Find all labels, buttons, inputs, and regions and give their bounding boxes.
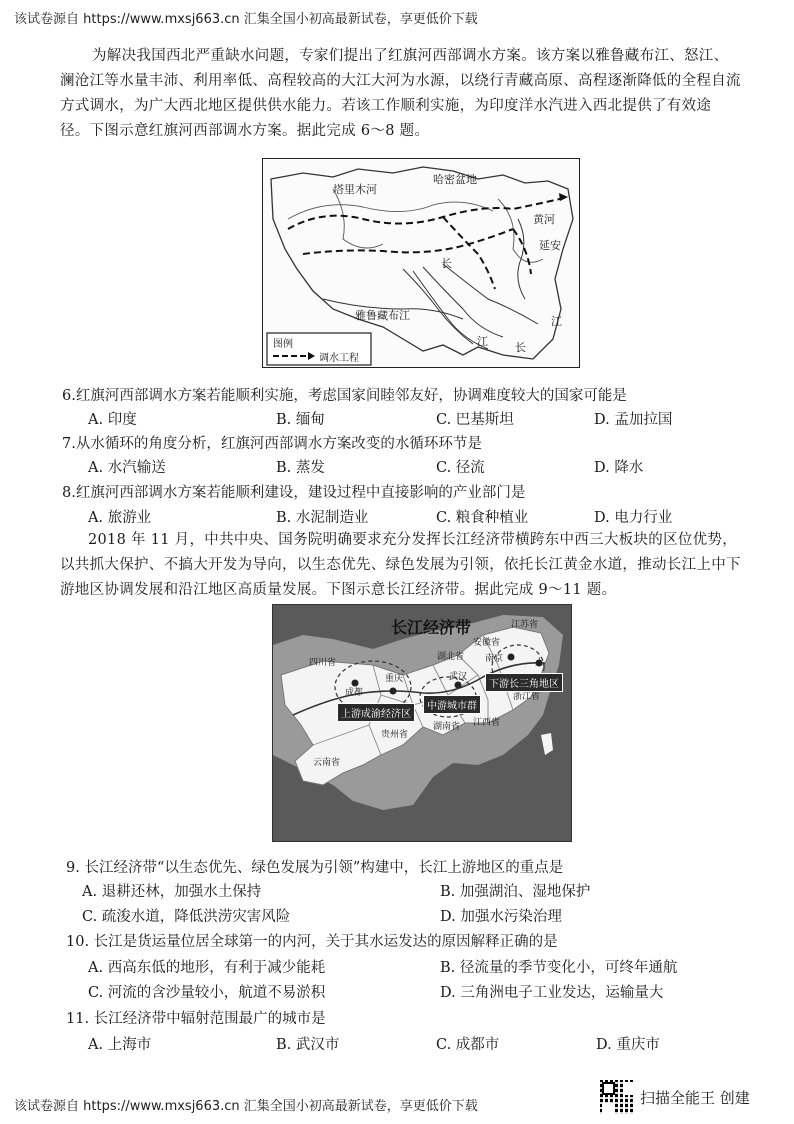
passage-1-line: 为解决我国西北严重缺水问题，专家们提出了红旗河西部调水方案。该方案以雅鲁藏布江、怒江、 — [92, 48, 729, 64]
label-chang: 长 — [441, 257, 452, 270]
label-jiangxi: 江西省 — [473, 718, 501, 728]
label-hunan: 湖南省 — [433, 722, 461, 732]
label-shanghai: 上 — [535, 658, 545, 668]
question-9-option-a[interactable]: A. 退耕还林，加强水土保持 — [82, 884, 262, 900]
passage-1-line: 径。下图示意红旗河西部调水方案。据此完成 6～8 题。 — [60, 123, 430, 139]
legend-diversion-label: 调水工程 — [319, 353, 359, 364]
question-10-option-b[interactable]: B. 径流量的季节变化小，可终年通航 — [440, 960, 678, 976]
page-header-source: 该试卷源自 https://www.mxsj663.cn 汇集全国小初高最新试卷，享更低价下载 — [14, 12, 478, 27]
label-basin: 哈密盆地 — [433, 173, 477, 186]
question-11-option-c[interactable]: C. 成都市 — [436, 1037, 500, 1053]
question-8-stem: 8.红旗河西部调水方案若能顺利建设，建设过程中直接影响的产业部门是 — [62, 485, 526, 501]
label-jiang: 江 — [551, 315, 562, 328]
question-7-option-d[interactable]: D. 降水 — [594, 460, 644, 476]
question-7-option-a[interactable]: A. 水汽输送 — [88, 460, 166, 476]
question-6-option-b[interactable]: B. 缅甸 — [276, 412, 325, 428]
label-zhejiang: 浙江省 — [513, 692, 541, 702]
question-10-option-d[interactable]: D. 三角洲电子工业发达，运输量大 — [440, 985, 664, 1001]
question-11-option-a[interactable]: A. 上海市 — [88, 1037, 152, 1053]
label-wuhan: 武汉 — [449, 672, 468, 682]
label-yunnan: 云南省 — [313, 758, 341, 768]
scanner-watermark — [600, 1080, 750, 1114]
label-nanjing: 南京 — [485, 654, 504, 664]
scanner-label: 扫描全能王 创建 — [640, 1088, 750, 1107]
passage-1-line: 方式调水，为广大西北地区提供供水能力。若该工作顺利实施，为印度洋水汽进入西北提供了有效途 — [60, 98, 712, 114]
page-footer-source: 该试卷源自 https://www.mxsj663.cn 汇集全国小初高最新试卷，享更低价下载 — [14, 1099, 478, 1114]
passage-1 — [60, 44, 780, 144]
question-10-stem: 10. 长江是货运量位居全球第一的内河，关于其水运发达的原因解释正确的是 — [66, 934, 558, 950]
question-7-option-c[interactable]: C. 径流 — [436, 460, 485, 476]
label-yellow-river: 黄河 — [533, 213, 555, 226]
water-diversion-map-drawing — [263, 159, 580, 368]
question-11-option-b[interactable]: B. 武汉市 — [276, 1037, 340, 1053]
label-yanan: 延安 — [539, 239, 561, 252]
question-7-option-b[interactable]: B. 蒸发 — [276, 460, 325, 476]
label-jiang-2: 江 — [477, 335, 488, 348]
question-9-stem: 9. 长江经济带“以生态优先、绿色发展为引领”构建中，长江上游地区的重点是 — [66, 860, 564, 876]
label-guizhou: 贵州省 — [381, 730, 409, 740]
label-hubei: 湖北省 — [437, 652, 465, 662]
label-yarlung-river: 雅鲁藏布江 — [355, 309, 410, 322]
passage-2-line: 2018 年 11 月，中共中央、国务院明确要求充分发挥长江经济带横跨东中西三大板块的区位优势， — [88, 532, 738, 548]
legend-title: 图例 — [273, 339, 293, 350]
question-9-option-b[interactable]: B. 加强湖泊、湿地保护 — [440, 884, 591, 900]
question-11-stem: 11. 长江经济带中辐射范围最广的城市是 — [66, 1011, 326, 1027]
zone-middle-label: 中游城市群 — [423, 695, 481, 714]
yangtze-map-drawing — [273, 605, 572, 842]
qr-code-icon — [600, 1080, 634, 1114]
question-6-option-d[interactable]: D. 孟加拉国 — [594, 412, 673, 428]
label-chongqing: 重庆 — [385, 674, 404, 684]
label-tarim-river: 塔里木河 — [333, 183, 377, 196]
label-anhui: 安徽省 — [473, 638, 501, 648]
question-6-stem: 6.红旗河西部调水方案若能顺利实施，考虑国家间睦邻友好，协调难度较大的国家可能是 — [62, 388, 627, 404]
passage-2-line: 游地区协调发展和沿江地区高质量发展。下图示意长江经济带。据此完成 9～11 题。 — [60, 582, 617, 598]
question-9-option-c[interactable]: C. 疏浚水道，降低洪涝灾害风险 — [82, 909, 291, 925]
passage-2-line: 以共抓大保护、不搞大开发为导向，以生态优先、绿色发展为引领，依托长江黄金水道，推动长江上中下 — [60, 557, 741, 573]
zone-lower-label: 下游长三角地区 — [485, 673, 563, 692]
question-8-option-a[interactable]: A. 旅游业 — [88, 510, 152, 526]
map2-title: 长江经济带 — [391, 618, 472, 637]
question-8-option-d[interactable]: D. 电力行业 — [594, 510, 673, 526]
question-8-option-c[interactable]: C. 粮食种植业 — [436, 510, 529, 526]
yangtze-economic-belt-map — [272, 604, 572, 842]
question-10-option-c[interactable]: C. 河流的含沙量较小，航道不易淤积 — [88, 985, 326, 1001]
question-9-option-d[interactable]: D. 加强水污染治理 — [440, 909, 562, 925]
water-diversion-map — [262, 158, 580, 368]
question-7-stem: 7.从水循环的角度分析，红旗河西部调水方案改变的水循环环节是 — [62, 436, 482, 452]
label-chengdu: 成都 — [345, 688, 364, 698]
label-zhang: 长 — [515, 341, 526, 354]
passage-1-line: 澜沧江等水量丰沛、利用率低、高程较高的大江大河为水源，以绕行青藏高原、高程逐渐降低的全程自流 — [60, 73, 741, 89]
question-6-option-a[interactable]: A. 印度 — [88, 412, 137, 428]
question-11-option-d[interactable]: D. 重庆市 — [596, 1037, 660, 1053]
zone-upper-label: 上游成渝经济区 — [337, 703, 415, 722]
question-10-option-a[interactable]: A. 西高东低的地形，有利于减少能耗 — [88, 960, 326, 976]
label-sichuan: 四川省 — [309, 658, 337, 668]
passage-2 — [60, 528, 780, 603]
question-8-option-b[interactable]: B. 水泥制造业 — [276, 510, 369, 526]
label-jiangsu: 江苏省 — [511, 620, 539, 630]
question-6-option-c[interactable]: C. 巴基斯坦 — [436, 412, 514, 428]
